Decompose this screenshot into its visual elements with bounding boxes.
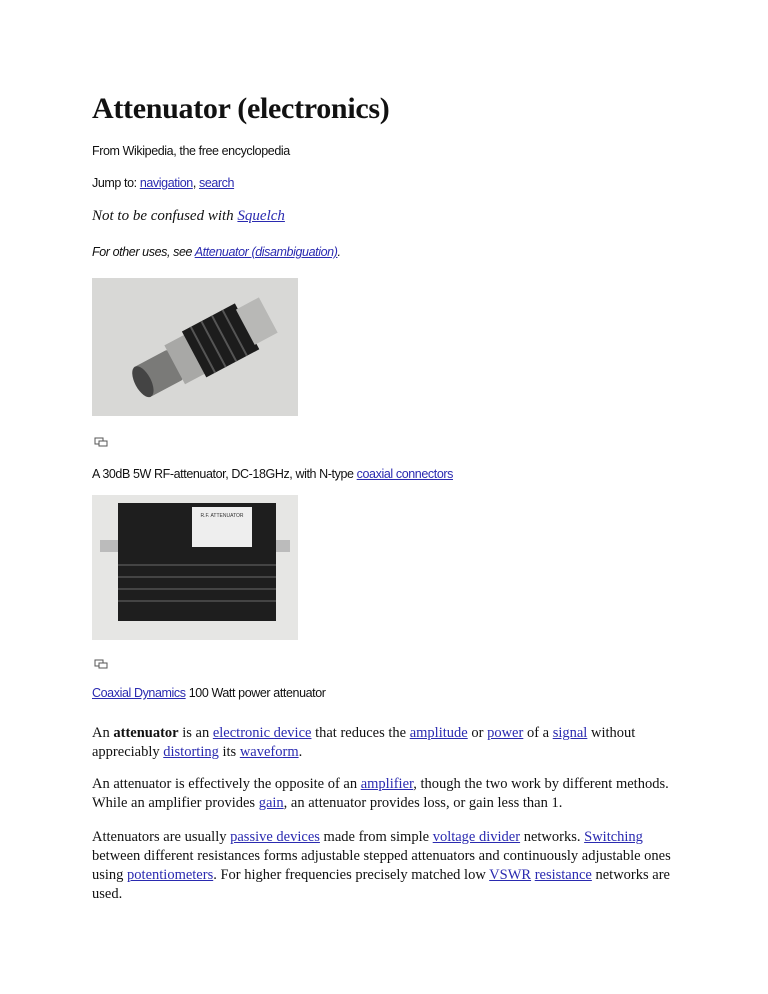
page-title: Attenuator (electronics) [92,92,390,125]
hatnote-squelch: Not to be confused with Squelch [92,208,285,224]
power-attenuator-photo[interactable] [92,495,298,640]
amplifier-link[interactable]: amplifier [360,776,414,792]
figure2-caption: Coaxial Dynamics 100 Watt power attenuator [92,686,326,700]
gain-link[interactable]: gain [258,795,284,811]
electronic-device-link[interactable]: electronic device [212,725,312,741]
disambiguation-link[interactable]: Attenuator (disambiguation) [194,245,338,259]
waveform-link[interactable]: waveform [239,744,299,760]
paragraph-1: An attenuator is an electronic device that reduces the amplitude or power of a signal without appreciably distorting its waveform. [92,725,636,760]
switching-link[interactable]: Switching [584,829,643,845]
potentiometers-link[interactable]: potentiometers [127,867,214,883]
signal-link[interactable]: signal [552,725,588,741]
rf-attenuator-photo[interactable] [92,278,298,416]
search-link[interactable]: search [198,176,235,190]
jump-links: Jump to: navigation, search [92,176,235,190]
rf-attenuator-image [92,278,298,416]
enlarge-icon[interactable] [94,659,108,669]
squelch-link[interactable]: Squelch [237,208,285,224]
paragraph-2: An attenuator is effectively the opposite of an amplifier, though the two work by different methods. While an amplifier provides gain, an attenuator provides loss, or gain less than 1. [92,776,669,811]
vswr-link[interactable]: VSWR [489,867,532,883]
tagline: From Wikipedia, the free encyclopedia [92,144,290,158]
enlarge-icon[interactable] [94,437,108,447]
distorting-link[interactable]: distorting [163,744,219,760]
hatnote-disambiguation: For other uses, see Attenuator (disambiguation). [92,245,341,259]
passive-devices-link[interactable]: passive devices [230,829,320,845]
voltage-divider-link[interactable]: voltage divider [432,829,521,845]
figure1-caption: A 30dB 5W RF-attenuator, DC-18GHz, with N-type coaxial connectors [92,467,453,481]
power-attenuator-image [92,495,298,640]
coaxial-connectors-link[interactable]: coaxial connectors [356,467,453,481]
resistance-link[interactable]: resistance [534,867,592,883]
power-link[interactable]: power [487,725,524,741]
navigation-link[interactable]: navigation [139,176,193,190]
amplitude-link[interactable]: amplitude [409,725,468,741]
paragraph-3: Attenuators are usually passive devices made from simple voltage divider networks. Switching between different resistances forms adjustable stepped attenuators and continuously adjustable ones using potentiometers. For higher frequencies precisely matched low VSWR resistance networks are used. [92,829,671,902]
svg-text:R.F. ATTENUATOR: R.F. ATTENUATOR [200,513,244,519]
coaxial-dynamics-link[interactable]: Coaxial Dynamics [92,686,186,700]
